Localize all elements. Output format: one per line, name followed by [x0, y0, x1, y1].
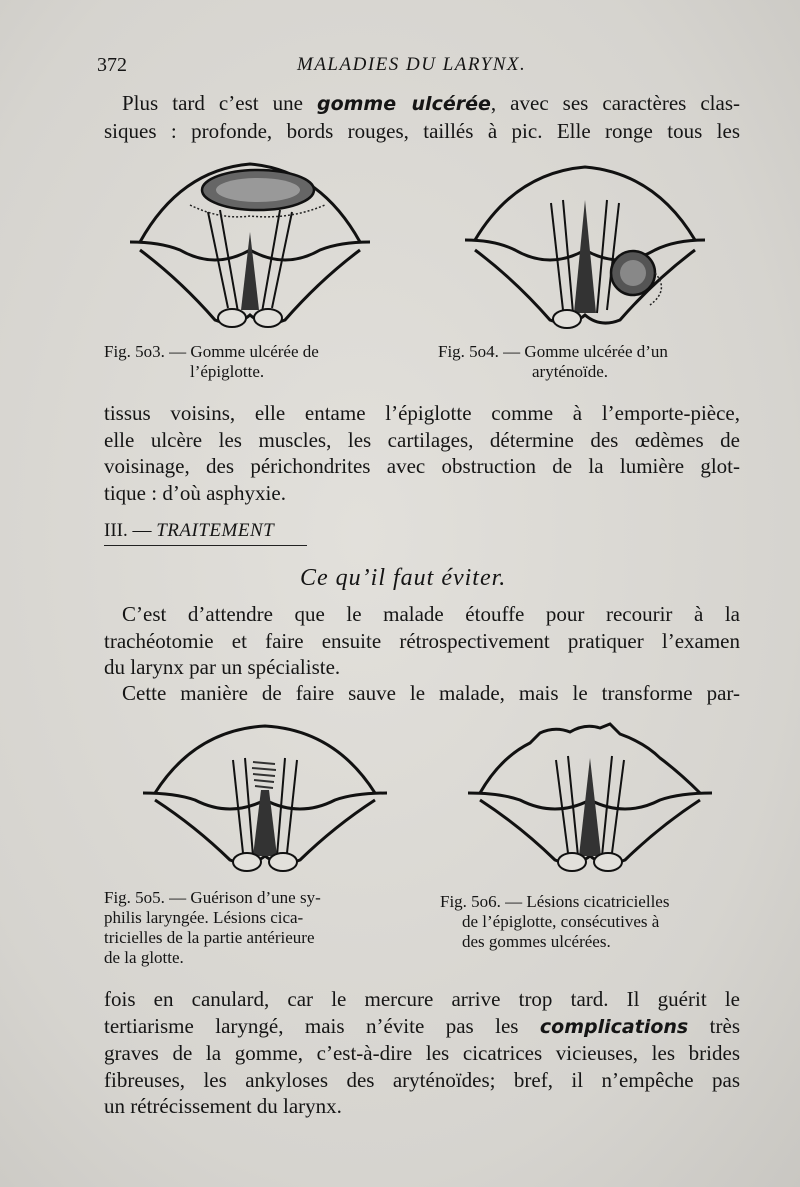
subsection-title: Ce qu’il faut éviter. [300, 565, 507, 591]
emphasis-gomme-ulceree: gomme ulcérée [316, 93, 491, 115]
figure-504-illustration [455, 155, 715, 340]
section-title: TRAITEMENT [156, 520, 275, 541]
caption-line: de l’épiglotte, consécutives à [462, 912, 660, 931]
caption-line: Fig. 5o6. — Lésions cicatricielles [440, 892, 670, 911]
figure-503-illustration [120, 150, 380, 335]
paragraph-what-to-avoid [104, 601, 740, 681]
figure-503-caption [104, 342, 319, 382]
paragraph-manner [104, 680, 740, 707]
caption-line: des gommes ulcérées. [462, 932, 611, 951]
section-number: III. — [104, 520, 157, 541]
page-header [97, 50, 737, 80]
caption-line: tricielles de la partie antérieure [104, 928, 315, 947]
caption-line: aryténoïde. [532, 362, 608, 381]
caption-line: philis laryngée. Lésions cica- [104, 908, 304, 927]
text-line: du larynx par un spécialiste. [104, 655, 341, 679]
paragraph-gomme-effects [104, 400, 740, 506]
page-number: 372 [97, 54, 127, 76]
text-line: trachéotomie et faire ensuite rétrospectivement pratiquer l’examen [104, 628, 740, 653]
figure-505-caption [104, 888, 321, 968]
text-line: fibreuses, les ankyloses des aryténoïdes; bref, il n’empêche pas [104, 1067, 740, 1092]
running-title: MALADIES DU LARYNX. [297, 54, 527, 75]
paragraph-gomme-intro [104, 90, 740, 144]
text-line: voisinage, des périchondrites avec obstruction de la lumière glot- [104, 454, 740, 478]
figure-506-illustration [460, 718, 720, 878]
section-underline [104, 545, 307, 546]
emphasis-complications: complications [539, 1015, 689, 1038]
text-line: tique : d’où asphyxie. [104, 480, 286, 505]
section-heading [104, 520, 274, 542]
figure-504-caption [438, 342, 668, 382]
text-line: C’est d’attendre que le malade étouffe pour recourir à la [122, 602, 740, 626]
figure-506-caption [440, 892, 669, 952]
caption-line: de la glotte. [104, 948, 184, 967]
text-line: elle ulcère les muscles, les cartilages, détermine des œdèmes de [104, 427, 740, 452]
text-line: tertiarisme laryngé, mais n’évite pas les complications très [104, 1013, 740, 1038]
text-line: un rétrécissement du larynx. [104, 1094, 342, 1118]
caption-line: Fig. 5o4. — Gomme ulcérée d’un [438, 342, 668, 361]
text-line: tissus voisins, elle entame l’épiglotte comme à l’emporte-pièce, [104, 401, 740, 425]
text-line: Plus tard c’est une gomme ulcérée, avec ses caractères clas- [122, 91, 740, 115]
caption-line: l’épiglotte. [190, 362, 265, 381]
caption-line: Fig. 5o3. — Gomme ulcérée de [104, 342, 319, 361]
figure-505-illustration [135, 718, 395, 878]
text-line: Cette manière de faire sauve le malade, mais le transforme par- [122, 681, 740, 705]
paragraph-conclusion [104, 986, 740, 1120]
text-line: siques : profonde, bords rouges, taillés à pic. Elle ronge tous les [104, 118, 740, 143]
text-line: graves de la gomme, c’est-à-dire les cicatrices vicieuses, les brides [104, 1041, 740, 1065]
caption-line: Fig. 5o5. — Guérison d’une sy- [104, 888, 321, 907]
text-line: fois en canulard, car le mercure arrive trop tard. Il guérit le [104, 987, 740, 1011]
